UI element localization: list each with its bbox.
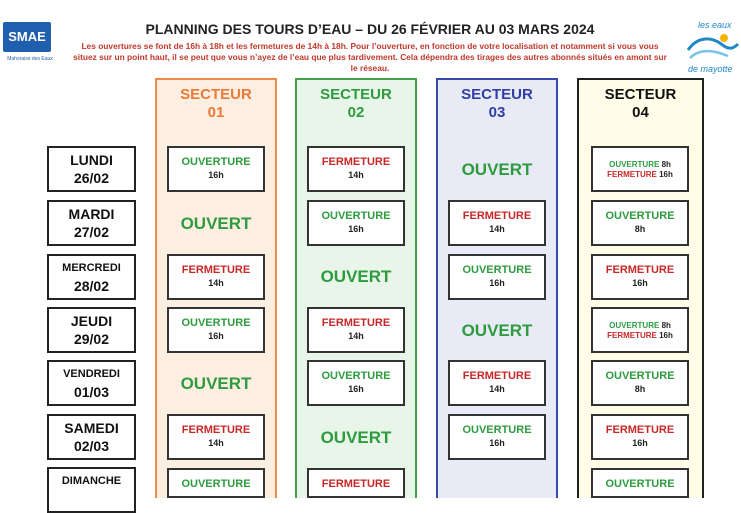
status-label: FERMETURE [462,370,532,382]
cell-s3-mercredi [448,254,546,300]
cell-s2-lundi [307,146,405,192]
status-label: FERMETURE [321,156,391,168]
cell-s4-vendredi [591,360,689,406]
cell-s2-vendredi [307,360,405,406]
sector-label: SECTEUR [320,86,392,103]
sector-number: 01 [207,104,225,121]
status-label: OUVERTURE [605,478,675,490]
cell-s4-lundi [591,146,689,192]
cell-s4-samedi [591,414,689,460]
day-mardi [47,200,136,246]
cell-s4-mercredi [591,254,689,300]
cell-s3-vendredi [448,360,546,406]
cell-s2-samedi-open: OUVERT [320,428,392,447]
time-label: 14h [208,278,224,288]
day-date: 27/02 [73,224,110,240]
cell-s2-mercredi-open: OUVERT [320,267,392,286]
cell-s4-dimanche [591,468,689,498]
cell-s1-lundi [167,146,265,192]
sector-01-header [157,86,275,122]
status-label: FERMETURE [181,424,251,436]
cell-s4-jeudi [591,307,689,353]
time-label: 16h [489,438,505,448]
day-samedi [47,414,136,460]
day-date: 28/02 [73,278,110,294]
time-label: 14h [208,438,224,448]
day-name: MARDI [68,206,115,222]
status-label: OUVERTURE [609,321,660,330]
day-name: JEUDI [70,313,113,329]
eaux-de-mayotte-logo [684,20,740,72]
time-label: 16h [489,278,505,288]
cell-s3-mardi [448,200,546,246]
status-label: OUVERTURE [605,210,675,222]
status-label: FERMETURE [181,264,251,276]
time-label: 16h [348,224,364,234]
time-label: 16h [208,331,224,341]
day-name: VENDREDI [63,368,120,380]
wave-icon [684,28,740,68]
time-label: 16h [632,438,648,448]
status-label: FERMETURE [321,478,391,490]
logo-text-bottom: de mayotte [688,64,733,74]
schedule-note: Les ouvertures se font de 16h à 18h et les fermetures de 14h à 18h. Pour l’ouverture, en fonction de votre localisation et notamment si vous vous situez sur un point haut, il se peut que vous n’ayez de l’eau que plus tardivement. Cela dépendra des tirages des autres abonnés situés en amont sur le réseau. [73,41,667,73]
time-label: 16h [348,384,364,394]
time-label: 16h [208,170,224,180]
day-name: SAMEDI [64,420,119,436]
sector-label: SECTEUR [180,86,252,103]
day-name: LUNDI [70,152,113,168]
cell-s1-vendredi-open: OUVERT [180,374,252,393]
time-label: 8h [661,160,671,169]
time-label: 16h [659,170,673,179]
logo-text-top: les eaux [698,20,732,30]
day-date: 02/03 [73,438,110,454]
cell-s1-samedi [167,414,265,460]
status-label: OUVERTURE [462,264,532,276]
status-label: FERMETURE [605,424,675,436]
sector-04-header [579,86,702,122]
status-label: OUVERTURE [181,156,251,168]
cell-s1-mardi-open: OUVERT [180,214,252,233]
smae-logo: SMAE [3,22,51,52]
day-date: 29/02 [73,331,110,347]
status-label: OUVERTURE [605,370,675,382]
status-line-1 [593,321,687,331]
day-date: 01/03 [73,384,110,400]
cell-s3-lundi-open: OUVERT [461,160,533,179]
cell-s1-dimanche [167,468,265,498]
status-label: OUVERTURE [321,210,391,222]
time-label: 14h [348,331,364,341]
sector-number: 04 [632,104,649,121]
day-lundi [47,146,136,192]
time-label: 8h [634,224,646,234]
page-title: PLANNING DES TOURS D’EAU – DU 26 FÉVRIER AU 03 MARS 2024 [145,21,595,37]
status-line-2 [593,331,687,341]
time-label: 16h [632,278,648,288]
day-date: 26/02 [73,170,110,186]
status-label: FERMETURE [607,170,657,179]
smae-logo-subtitle: Mahoraise des Eaux [7,56,53,62]
sector-label: SECTEUR [461,86,533,103]
time-label: 8h [634,384,646,394]
status-label: FERMETURE [321,317,391,329]
status-label: OUVERTURE [321,370,391,382]
cell-s2-mardi [307,200,405,246]
time-label: 14h [489,384,505,394]
sector-02-header [297,86,415,122]
sector-label: SECTEUR [604,86,677,103]
day-vendredi [47,360,136,406]
status-label: FERMETURE [607,331,657,340]
time-label: 8h [661,321,671,330]
sector-number: 03 [488,104,506,121]
day-jeudi [47,307,136,353]
cell-s4-mardi [591,200,689,246]
time-label: 14h [348,170,364,180]
status-label: OUVERTURE [181,478,251,490]
day-name: DIMANCHE [61,475,122,487]
day-name: MERCREDI [62,262,121,274]
sector-number: 02 [347,104,365,121]
cell-s2-dimanche [307,468,405,498]
status-label: OUVERTURE [609,160,660,169]
time-label: 16h [659,331,673,340]
day-mercredi [47,254,136,300]
time-label: 14h [489,224,505,234]
cell-s3-jeudi-open: OUVERT [461,321,533,340]
status-label: FERMETURE [605,264,675,276]
cell-s3-samedi [448,414,546,460]
cell-s1-mercredi [167,254,265,300]
status-label: OUVERTURE [462,424,532,436]
status-line-2 [593,170,687,180]
status-line-1 [593,160,687,170]
day-dimanche [47,467,136,513]
cell-s1-jeudi [167,307,265,353]
status-label: OUVERTURE [181,317,251,329]
sector-03-header [438,86,556,122]
cell-s2-jeudi [307,307,405,353]
status-label: FERMETURE [462,210,532,222]
